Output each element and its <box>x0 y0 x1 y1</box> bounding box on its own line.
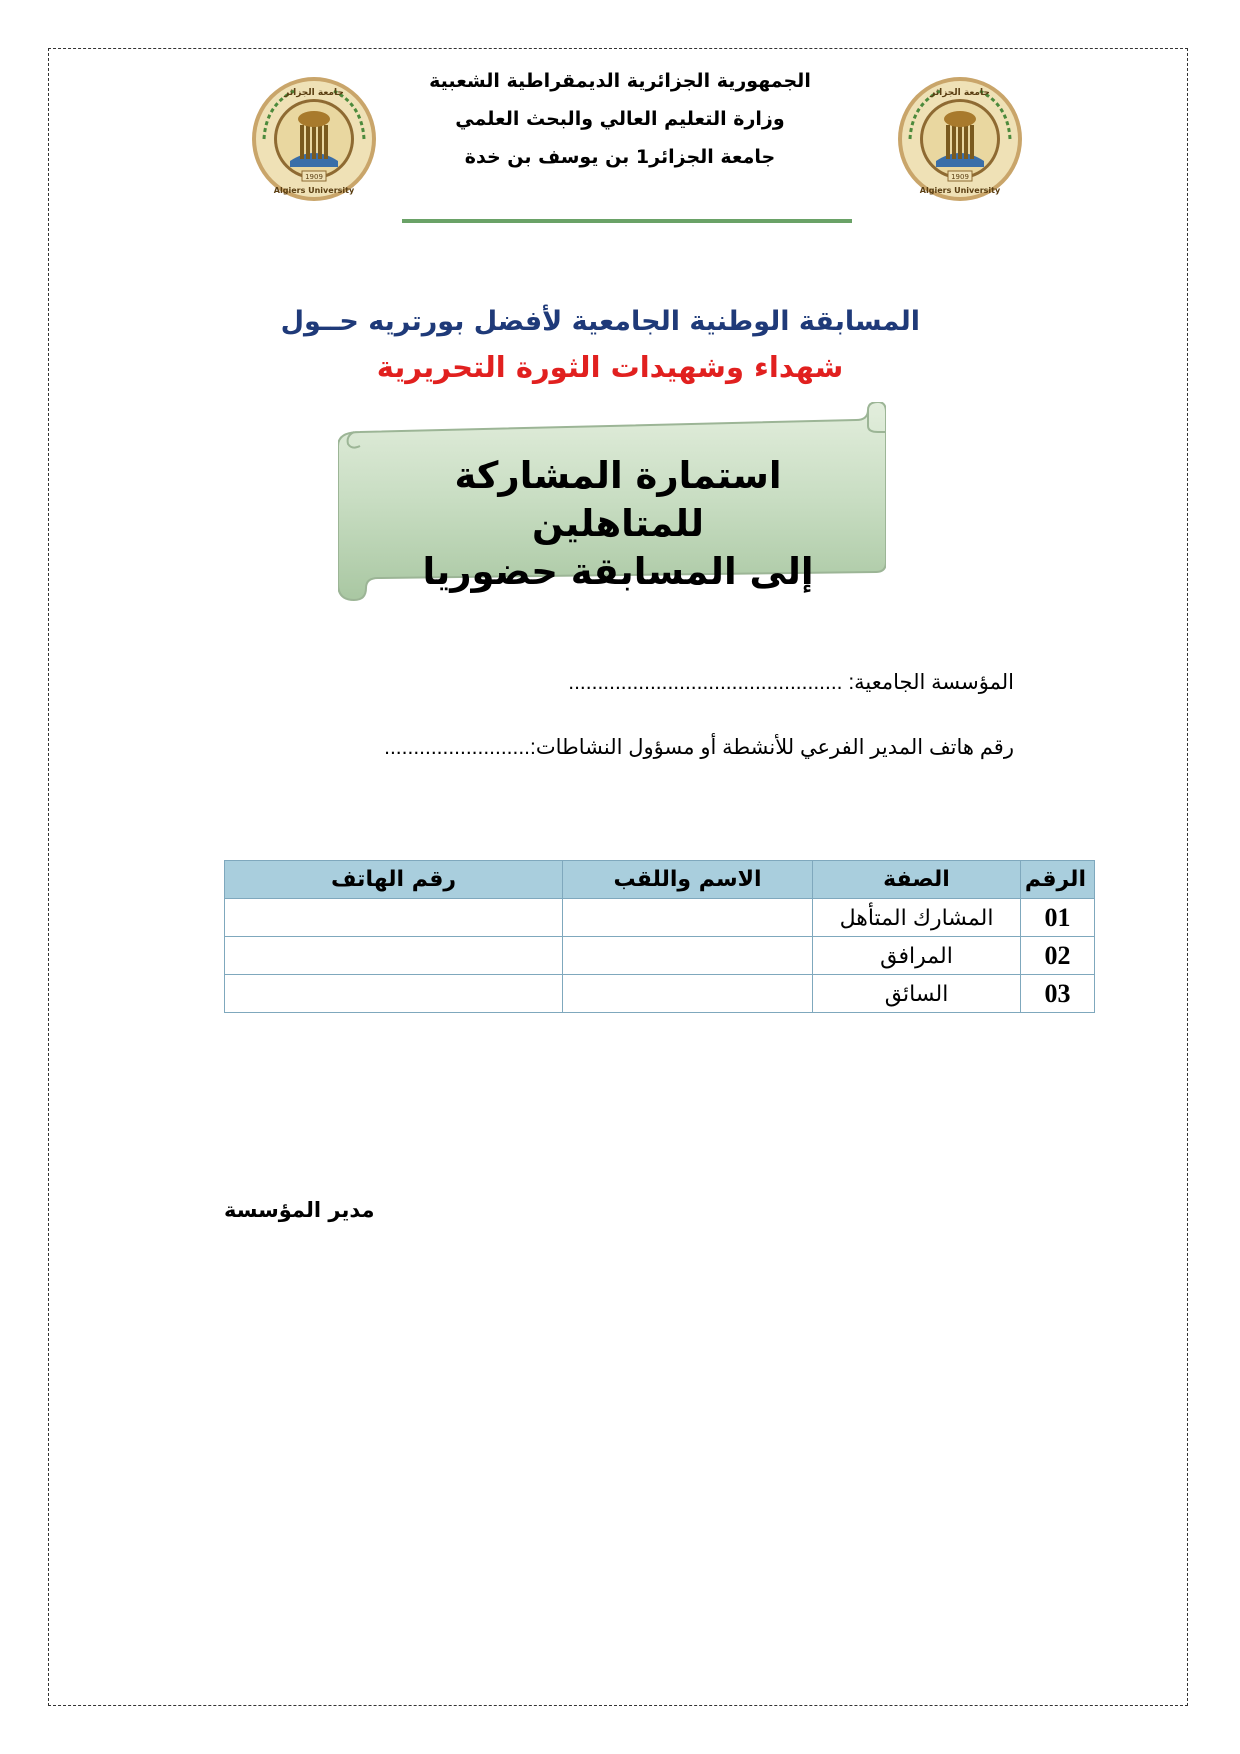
row-phone-cell[interactable] <box>225 937 563 975</box>
institution-dots[interactable]: ............................................... <box>568 671 843 694</box>
director-signature: مدير المؤسسة <box>224 1198 375 1222</box>
header-divider <box>402 219 852 223</box>
row-name-cell[interactable] <box>563 937 813 975</box>
logo-english-text-left: Algiers University <box>273 186 355 195</box>
header-republic: الجمهورية الجزائرية الديمقراطية الشعبية <box>429 70 811 92</box>
institution-label: المؤسسة الجامعية: <box>848 671 1014 694</box>
row-role: المشارك المتأهل <box>813 899 1021 937</box>
table-header-row <box>225 861 1095 899</box>
logo-year-right: 1909 <box>951 173 969 181</box>
participants-table <box>224 860 1095 1013</box>
header-role: الصفة <box>813 861 1021 899</box>
logo-english-text-right: Algiers University <box>919 186 1001 195</box>
header-name: الاسم واللقب <box>563 861 813 899</box>
row-role: السائق <box>813 975 1021 1013</box>
banner-line-1: استمارة المشاركة للمتاهلين <box>454 454 782 545</box>
row-number: 01 <box>1021 899 1095 937</box>
phone-field <box>384 735 1014 760</box>
row-number: 03 <box>1021 975 1095 1013</box>
header-ministry: وزارة التعليم العالي والبحث العلمي <box>455 108 785 130</box>
institution-field <box>568 670 1014 695</box>
banner-line-2: إلى المسابقة حضوريا <box>422 550 814 593</box>
header-phone: رقم الهاتف <box>225 861 563 899</box>
table-row <box>225 975 1095 1013</box>
row-name-cell[interactable] <box>563 899 813 937</box>
logo-year-left: 1909 <box>305 173 323 181</box>
phone-label: رقم هاتف المدير الفرعي للأنشطة أو مسؤول النشاطات: <box>530 736 1014 759</box>
table-row <box>225 899 1095 937</box>
logo-arabic-text-left: جامعة الجزائر <box>284 88 344 98</box>
row-number: 02 <box>1021 937 1095 975</box>
row-phone-cell[interactable] <box>225 899 563 937</box>
competition-title: المسابقة الوطنية الجامعية لأفضل بورتريه حــول <box>280 306 920 337</box>
university-logo-right <box>896 75 1024 203</box>
logo-arabic-text-right: جامعة الجزائر <box>930 88 990 98</box>
header-university: جامعة الجزائر1 بن يوسف بن خدة <box>464 146 776 168</box>
row-phone-cell[interactable] <box>225 975 563 1013</box>
row-role: المرافق <box>813 937 1021 975</box>
competition-subtitle: شهداء وشهيدات الثورة التحريرية <box>376 350 844 384</box>
header-number: الرقم <box>1021 861 1095 899</box>
header-block <box>380 62 860 176</box>
row-name-cell[interactable] <box>563 975 813 1013</box>
phone-dots[interactable]: ......................... <box>384 736 531 759</box>
banner-text <box>378 452 858 596</box>
university-logo-left <box>250 75 378 203</box>
table-row <box>225 937 1095 975</box>
